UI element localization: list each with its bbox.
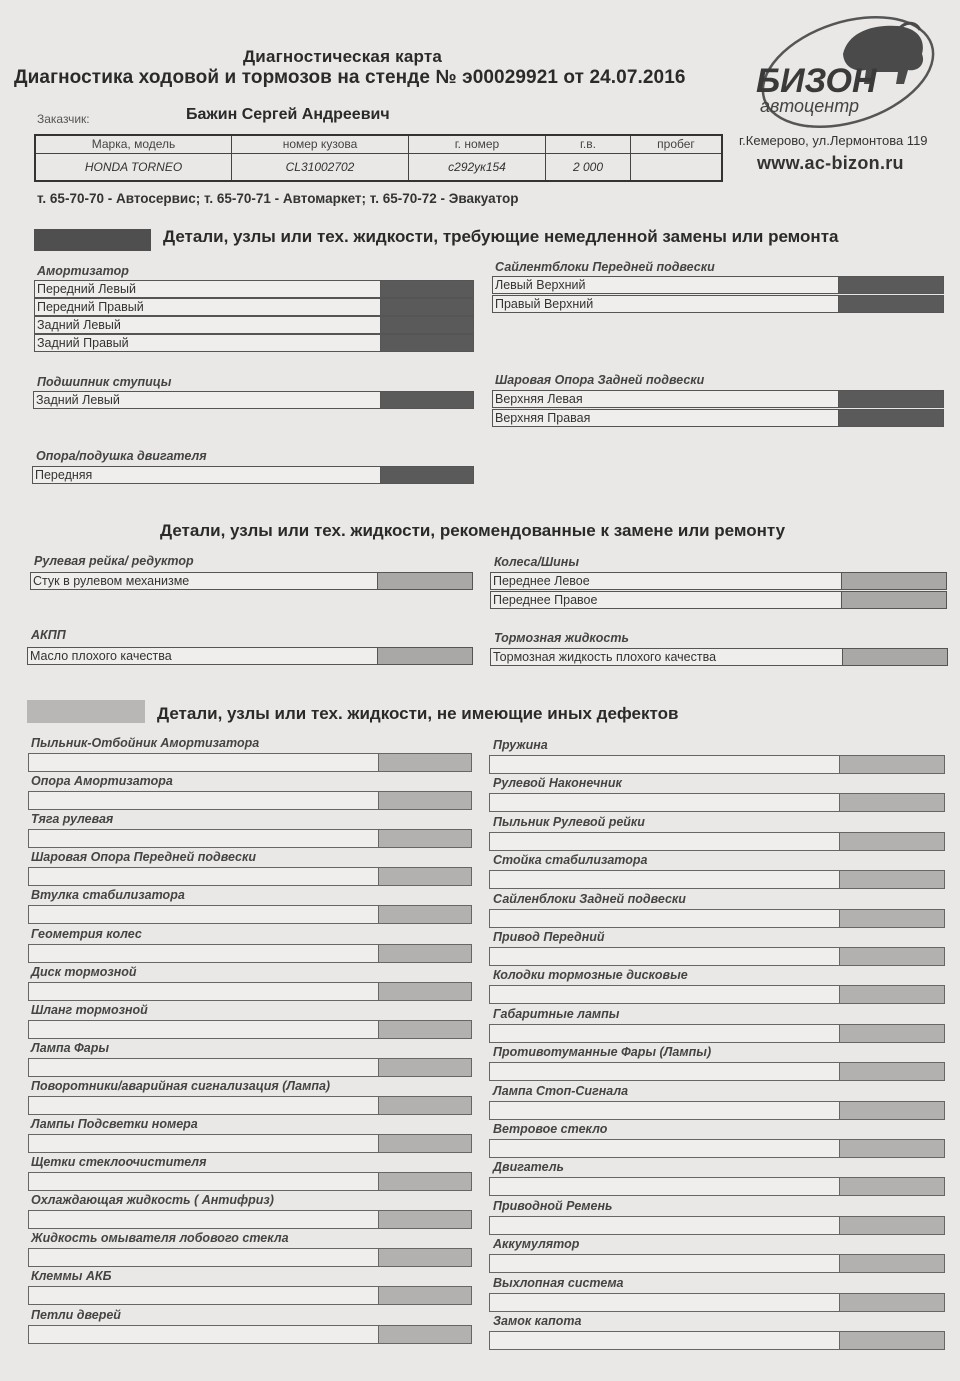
status-box (840, 910, 944, 927)
checklist-item-box (489, 870, 945, 889)
checklist-item-box (489, 985, 945, 1004)
status-box (839, 296, 943, 312)
checklist-item-label: Лампы Подсветки номера (31, 1117, 198, 1131)
checklist-item-box (28, 867, 472, 886)
vehicle-col-head: г.в. (546, 136, 630, 154)
checklist-item-label: Пружина (493, 738, 548, 752)
notes-field (29, 945, 379, 962)
notes-field (490, 1025, 840, 1042)
checklist-item-box (489, 947, 945, 966)
list-item (34, 298, 474, 316)
checklist-item-label: Пыльник-Отбойник Амортизатора (31, 736, 260, 750)
checklist-item-box (28, 1210, 472, 1229)
notes-field (490, 794, 840, 811)
item-label: Верхняя Правая (493, 410, 839, 426)
checklist-item-box (28, 1020, 472, 1039)
customer-name: Бажин Сергей Андреевич (186, 106, 390, 123)
vehicle-col-plate (409, 136, 546, 180)
status-box (379, 868, 471, 885)
logo-text: БИЗОН (756, 62, 877, 100)
status-box (379, 983, 471, 1000)
checklist-item-label: Лампа Фары (31, 1041, 110, 1055)
checklist-item-label: Поворотники/аварийная сигнализация (Лампа) (31, 1079, 331, 1093)
status-box (379, 792, 471, 809)
notes-field (490, 1294, 840, 1311)
status-box (839, 391, 943, 407)
vehicle-col-body (232, 136, 409, 180)
logo-subtext: автоцентр (760, 96, 860, 116)
checklist-item-box (489, 1024, 945, 1043)
item-label: Тормозная жидкость плохого качества (491, 649, 843, 665)
item-label: Правый Верхний (493, 296, 839, 312)
notes-field (29, 754, 379, 771)
urgent-section-title: Детали, узлы или тех. жидкости, требующие немедленной замены или ремонта (163, 227, 839, 246)
card-title: Диагностическая карта (243, 47, 443, 66)
list-item (27, 647, 473, 665)
checklist-item-label: Ветровое стекло (493, 1122, 608, 1136)
item-label: Передний Правый (35, 299, 381, 315)
notes-field (490, 948, 840, 965)
status-box (378, 648, 472, 664)
checklist-item-box (489, 1293, 945, 1312)
group-title: Амортизатор (37, 264, 129, 278)
checklist-item-box (28, 1134, 472, 1153)
status-box (840, 833, 944, 850)
notes-field (29, 1287, 379, 1304)
checklist-item-label: Сайленблоки Задней подвески (493, 892, 686, 906)
checklist-item-label: Привод Передний (493, 930, 605, 944)
item-label: Задний Левый (35, 317, 381, 333)
list-item (32, 466, 474, 484)
status-box (842, 592, 946, 608)
checklist-item-label: Габаритные лампы (493, 1007, 620, 1021)
notes-field (490, 1102, 840, 1119)
notes-field (490, 833, 840, 850)
status-box (379, 945, 471, 962)
checklist-item-label: Опора Амортизатора (31, 774, 173, 788)
status-box (840, 1255, 944, 1272)
checklist-item-label: Жидкость омывателя лобового стекла (31, 1231, 289, 1245)
checklist-item-box (489, 832, 945, 851)
checklist-item-label: Петли дверей (31, 1308, 121, 1322)
checklist-item-box (28, 982, 472, 1001)
item-label: Масло плохого качества (28, 648, 378, 664)
checklist-item-box (489, 1101, 945, 1120)
vehicle-table (34, 134, 723, 182)
notes-field (490, 1063, 840, 1080)
status-box (840, 1025, 944, 1042)
status-box (379, 1059, 471, 1076)
status-box (840, 756, 944, 773)
status-box (378, 573, 472, 589)
checklist-item-box (28, 829, 472, 848)
status-box (840, 948, 944, 965)
list-item (30, 572, 473, 590)
checklist-item-box (28, 1286, 472, 1305)
status-box (379, 906, 471, 923)
checklist-item-label: Колодки тормозные дисковые (493, 968, 688, 982)
status-box (379, 1021, 471, 1038)
status-box (840, 1063, 944, 1080)
checklist-item-box (489, 755, 945, 774)
checklist-item-label: Геометрия колес (31, 927, 142, 941)
status-box (840, 986, 944, 1003)
status-box (379, 830, 471, 847)
checklist-item-box (28, 905, 472, 924)
checklist-item-box (28, 1096, 472, 1115)
list-item (34, 280, 474, 298)
checklist-item-label: Диск тормозной (31, 965, 137, 979)
checklist-item-label: Выхлопная система (493, 1276, 624, 1290)
notes-field (29, 1173, 379, 1190)
notes-field (490, 871, 840, 888)
notes-field (29, 906, 379, 923)
checklist-item-box (28, 944, 472, 963)
vehicle-col-value (631, 154, 721, 180)
notes-field (29, 1059, 379, 1076)
status-box (839, 277, 943, 293)
notes-field (29, 868, 379, 885)
checklist-item-label: Приводной Ремень (493, 1199, 613, 1213)
notes-field (29, 1326, 379, 1343)
vehicle-col-value: 2 000 (572, 160, 604, 174)
notes-field (29, 1097, 379, 1114)
ok-swatch (27, 700, 145, 723)
checklist-item-label: Клеммы АКБ (31, 1269, 112, 1283)
checklist-item-box (489, 1254, 945, 1273)
checklist-item-label: Тяга рулевая (31, 812, 114, 826)
item-label: Верхняя Левая (493, 391, 839, 407)
vehicle-col-mileage (631, 136, 721, 180)
status-box (840, 871, 944, 888)
checklist-item-label: Пыльник Рулевой рейки (493, 815, 645, 829)
list-item (490, 648, 948, 666)
checklist-item-label: Лампа Стоп-Сигнала (493, 1084, 629, 1098)
checklist-item-box (489, 1062, 945, 1081)
list-item (490, 572, 947, 590)
group-title: Рулевая рейка/ редуктор (34, 554, 194, 568)
checklist-item-box (28, 1248, 472, 1267)
list-item (492, 276, 944, 294)
group-title: АКПП (31, 628, 66, 642)
checklist-item-box (489, 909, 945, 928)
status-box (381, 392, 473, 408)
status-box (839, 410, 943, 426)
checklist-item-box (28, 753, 472, 772)
status-box (840, 1332, 944, 1349)
list-item (492, 390, 944, 408)
group-title: Тормозная жидкость (494, 631, 629, 645)
status-box (840, 1217, 944, 1234)
item-label: Стук в рулевом механизме (31, 573, 378, 589)
status-box (842, 573, 946, 589)
ok-section-title: Детали, узлы или тех. жидкости, не имеющие иных дефектов (157, 704, 679, 723)
group-title: Опора/подушка двигателя (36, 449, 207, 463)
notes-field (490, 756, 840, 773)
card-subtitle: Диагностика ходовой и тормозов на стенде № э00029921 от 24.07.2016 (14, 67, 686, 88)
notes-field (490, 986, 840, 1003)
vehicle-col-value: с292ук154 (448, 160, 506, 174)
status-box (840, 794, 944, 811)
checklist-item-box (28, 791, 472, 810)
checklist-item-label: Двигатель (493, 1160, 564, 1174)
vehicle-col-head: г. номер (409, 136, 545, 154)
checklist-item-label: Аккумулятор (493, 1237, 580, 1251)
checklist-item-label: Противотуманные Фары (Лампы) (493, 1045, 712, 1059)
checklist-item-label: Стойка стабилизатора (493, 853, 648, 867)
bizon-logo (748, 14, 938, 134)
notes-field (490, 1332, 840, 1349)
group-title: Колеса/Шины (494, 555, 580, 569)
item-label: Передний Левый (35, 281, 381, 297)
checklist-item-label: Рулевой Наконечник (493, 776, 622, 790)
item-label: Левый Верхний (493, 277, 839, 293)
vehicle-col-head: номер кузова (232, 136, 408, 154)
status-box (840, 1140, 944, 1157)
list-item (492, 409, 944, 427)
group-title: Сайлентблоки Передней подвески (495, 260, 715, 274)
status-box (381, 281, 473, 297)
status-box (379, 1135, 471, 1152)
status-box (840, 1294, 944, 1311)
checklist-item-label: Шланг тормозной (31, 1003, 148, 1017)
notes-field (29, 1021, 379, 1038)
company-website: www.ac-bizon.ru (757, 153, 904, 173)
status-box (379, 1287, 471, 1304)
checklist-item-box (489, 1331, 945, 1350)
list-item (490, 591, 947, 609)
list-item (33, 391, 474, 409)
status-box (379, 754, 471, 771)
recommended-section-title: Детали, узлы или тех. жидкости, рекомендованные к замене или ремонту (160, 521, 786, 540)
checklist-item-label: Шаровая Опора Передней подвески (31, 850, 256, 864)
vehicle-col-year (546, 136, 631, 180)
checklist-item-label: Втулка стабилизатора (31, 888, 185, 902)
status-box (379, 1326, 471, 1343)
status-box (379, 1211, 471, 1228)
checklist-item-box (489, 1177, 945, 1196)
group-title: Шаровая Опора Задней подвески (495, 373, 705, 387)
notes-field (490, 1217, 840, 1234)
status-box (381, 335, 473, 351)
item-label: Переднее Левое (491, 573, 842, 589)
notes-field (490, 910, 840, 927)
item-label: Задний Левый (34, 392, 381, 408)
status-box (840, 1178, 944, 1195)
notes-field (490, 1255, 840, 1272)
checklist-item-label: Охлаждающая жидкость ( Антифриз) (31, 1193, 274, 1207)
checklist-item-label: Щетки стеклоочистителя (31, 1155, 207, 1169)
notes-field (490, 1140, 840, 1157)
list-item (34, 316, 474, 334)
status-box (379, 1249, 471, 1266)
vehicle-col-head: Марка, модель (36, 136, 231, 154)
status-box (843, 649, 947, 665)
vehicle-col-model (36, 136, 232, 180)
checklist-item-label: Замок капота (493, 1314, 582, 1328)
item-label: Задний Правый (35, 335, 381, 351)
checklist-item-box (489, 1139, 945, 1158)
status-box (379, 1173, 471, 1190)
notes-field (29, 1249, 379, 1266)
item-label: Переднее Правое (491, 592, 842, 608)
group-title: Подшипник ступицы (37, 375, 172, 389)
status-box (840, 1102, 944, 1119)
vehicle-col-head: пробег (631, 136, 721, 154)
notes-field (29, 1135, 379, 1152)
checklist-item-box (489, 1216, 945, 1235)
notes-field (29, 983, 379, 1000)
checklist-item-box (28, 1172, 472, 1191)
vehicle-col-value: HONDA TORNEO (84, 160, 183, 174)
list-item (492, 295, 944, 313)
notes-field (29, 792, 379, 809)
status-box (381, 299, 473, 315)
vehicle-col-value: CL31002702 (285, 160, 355, 174)
urgent-swatch (34, 229, 151, 251)
checklist-item-box (28, 1058, 472, 1077)
notes-field (29, 830, 379, 847)
checklist-item-box (489, 793, 945, 812)
company-address: г.Кемерово, ул.Лермонтова 119 (739, 133, 928, 148)
item-label: Передняя (33, 467, 381, 483)
notes-field (29, 1211, 379, 1228)
list-item (34, 334, 474, 352)
customer-label: Заказчик: (37, 112, 90, 126)
phone-numbers: т. 65-70-70 - Автосервис; т. 65-70-71 - Автомаркет; т. 65-70-72 - Эвакуатор (37, 191, 519, 206)
checklist-item-box (28, 1325, 472, 1344)
status-box (381, 467, 473, 483)
notes-field (490, 1178, 840, 1195)
status-box (381, 317, 473, 333)
status-box (379, 1097, 471, 1114)
